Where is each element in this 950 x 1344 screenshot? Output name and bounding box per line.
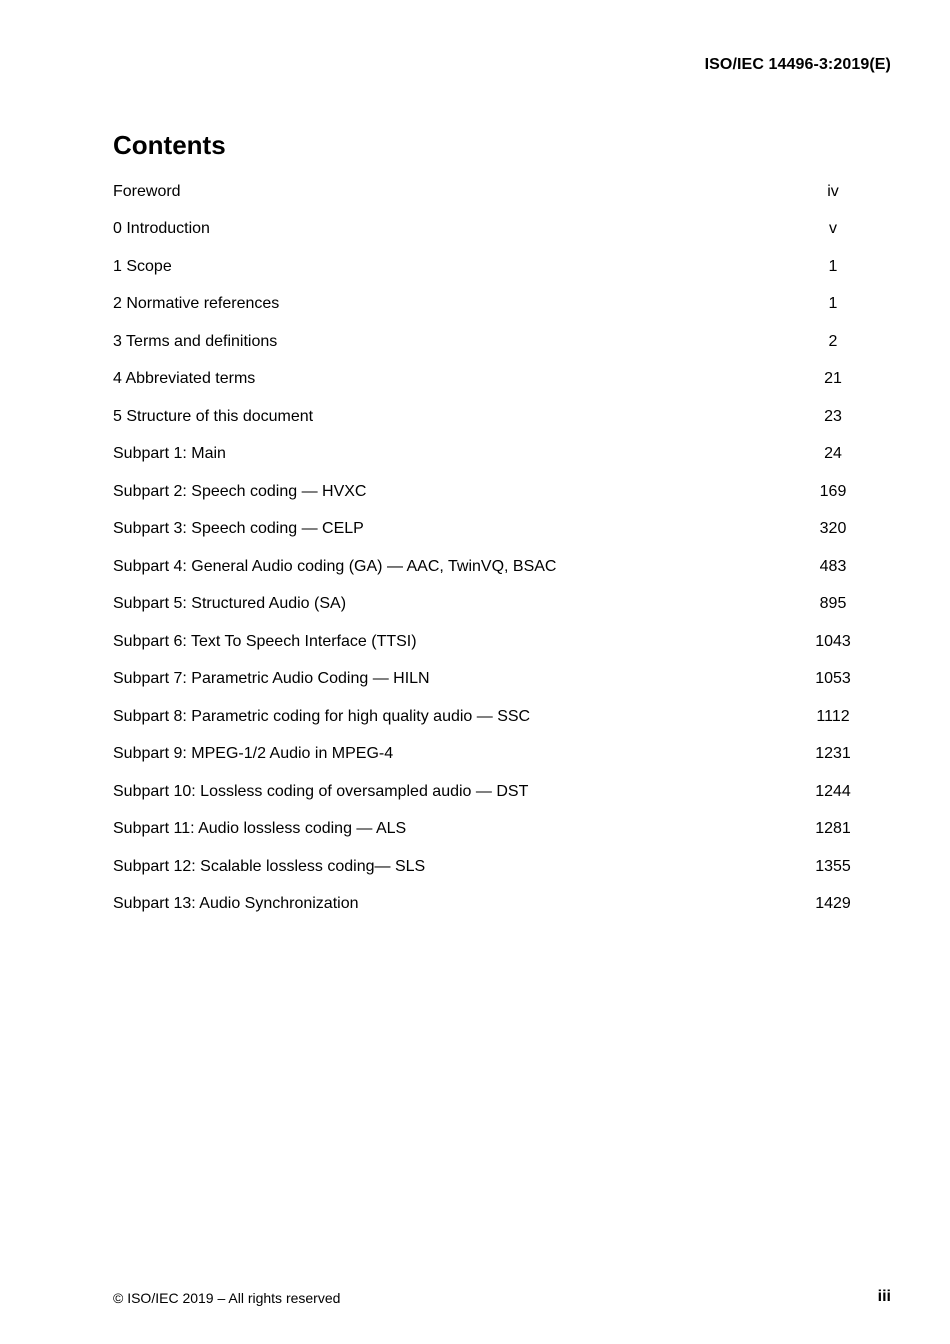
toc-entry-page: 1043 [815, 632, 851, 650]
toc-entry-introduction[interactable] [113, 211, 853, 249]
toc-entry-foreword[interactable] [113, 173, 853, 211]
toc-entry-page: 1112 [816, 707, 850, 725]
table-of-contents [113, 173, 853, 923]
toc-entry-page: 23 [824, 407, 842, 425]
toc-entry-page: 1053 [815, 670, 851, 688]
toc-entry-subpart-12[interactable] [113, 848, 853, 886]
toc-entry-title: Subpart 2: Speech coding — HVXC [113, 482, 367, 500]
toc-entry-scope[interactable] [113, 248, 853, 286]
toc-entry-subpart-4[interactable] [113, 548, 853, 586]
toc-entry-title: Subpart 6: Text To Speech Interface (TTSI) [113, 632, 417, 650]
toc-entry-terms-and-definitions[interactable] [113, 323, 853, 361]
toc-entry-page: 1231 [815, 745, 851, 763]
toc-entry-page: 1355 [815, 857, 851, 875]
toc-entry-title: 5 Structure of this document [113, 407, 314, 425]
toc-entry-title: Subpart 4: General Audio coding (GA) — AAC, TwinVQ, BSAC [113, 557, 557, 575]
document-identifier: ISO/IEC 14496-3:2019(E) [704, 56, 891, 73]
toc-entry-subpart-9[interactable] [113, 736, 853, 774]
toc-entry-title: Subpart 11: Audio lossless coding — ALS [113, 820, 407, 838]
toc-entry-subpart-1[interactable] [113, 436, 853, 474]
toc-entry-subpart-8[interactable] [113, 698, 853, 736]
copyright-notice: © ISO/IEC 2019 – All rights reserved [113, 1290, 341, 1306]
toc-entry-page: v [829, 220, 837, 238]
toc-entry-structure-of-document[interactable] [113, 398, 853, 436]
toc-entry-page: 895 [819, 595, 847, 613]
toc-entry-abbreviated-terms[interactable] [113, 361, 853, 399]
toc-entry-normative-references[interactable] [113, 286, 853, 324]
toc-entry-subpart-3[interactable] [113, 511, 853, 549]
toc-entry-page: 1 [828, 257, 838, 275]
toc-entry-title: Subpart 8: Parametric coding for high quality audio — SSC [113, 707, 531, 725]
toc-entry-page: 320 [819, 520, 847, 538]
toc-entry-page: 483 [819, 557, 847, 575]
toc-entry-title: 3 Terms and definitions [113, 332, 278, 350]
toc-entry-page: 1281 [815, 820, 851, 838]
toc-entry-title: Subpart 10: Lossless coding of oversampled audio — DST [113, 782, 529, 800]
toc-entry-title: 4 Abbreviated terms [113, 370, 256, 388]
toc-entry-page: 1 [828, 295, 838, 313]
toc-entry-page: 169 [819, 482, 847, 500]
toc-entry-page: 2 [828, 332, 838, 350]
page-title: Contents [113, 130, 226, 160]
toc-entry-title: Subpart 13: Audio Synchronization [113, 895, 359, 913]
toc-entry-subpart-5[interactable] [113, 586, 853, 624]
toc-entry-subpart-10[interactable] [113, 773, 853, 811]
page-number: iii [877, 1288, 891, 1305]
toc-entry-page: 1244 [815, 782, 851, 800]
toc-entry-page: iv [827, 182, 839, 200]
toc-entry-title: Foreword [113, 182, 181, 200]
toc-entry-page: 21 [824, 370, 842, 388]
toc-entry-page: 24 [824, 445, 842, 463]
toc-entry-subpart-7[interactable] [113, 661, 853, 699]
toc-entry-title: Subpart 7: Parametric Audio Coding — HILN [113, 670, 430, 688]
toc-entry-page: 1429 [815, 895, 851, 913]
toc-entry-subpart-2[interactable] [113, 473, 853, 511]
toc-entry-subpart-13[interactable] [113, 886, 853, 924]
toc-entry-title: Subpart 5: Structured Audio (SA) [113, 595, 347, 613]
toc-entry-title: Subpart 3: Speech coding — CELP [113, 520, 364, 538]
toc-entry-title: Subpart 1: Main [113, 445, 226, 463]
toc-entry-title: Subpart 9: MPEG-1/2 Audio in MPEG-4 [113, 745, 394, 763]
toc-entry-subpart-6[interactable] [113, 623, 853, 661]
toc-entry-title: 0 Introduction [113, 220, 210, 238]
toc-entry-title: 1 Scope [113, 257, 172, 275]
toc-entry-title: 2 Normative references [113, 295, 280, 313]
toc-entry-subpart-11[interactable] [113, 811, 853, 849]
toc-entry-title: Subpart 12: Scalable lossless coding— SLS [113, 857, 426, 875]
